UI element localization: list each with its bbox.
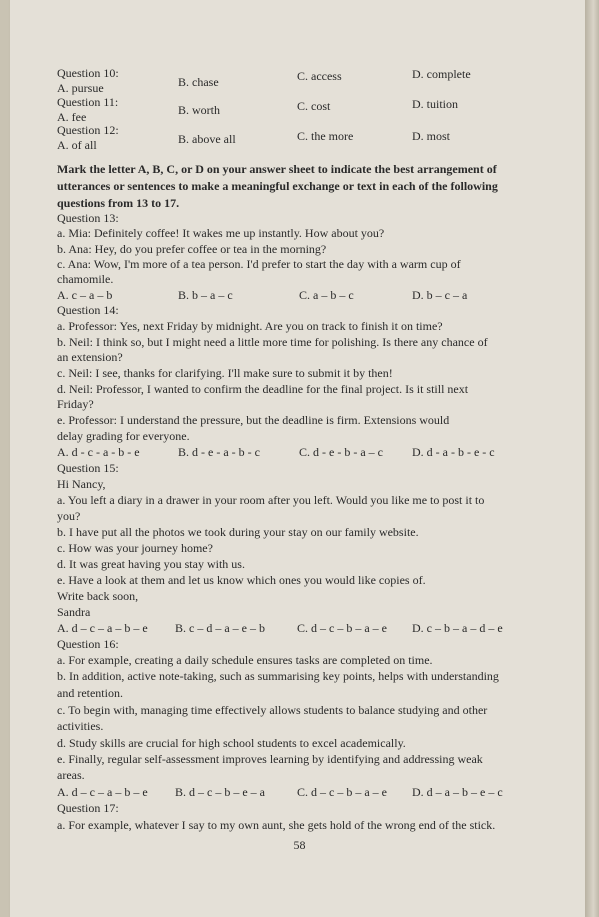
question-12-option-a: A. of all xyxy=(57,138,97,152)
question-10-label: Question 10: xyxy=(57,66,119,80)
question-15-option-d: D. c – b – a – d – e xyxy=(412,621,503,635)
question-16-line: a. For example, creating a daily schedule ensures tasks are completed on time. xyxy=(57,653,433,667)
question-10-option-a: A. pursue xyxy=(57,81,104,95)
question-15-line: Write back soon, xyxy=(57,589,139,603)
question-14-line: e. Professor: I understand the pressure, but the deadline is firm. Extensions would xyxy=(57,413,450,427)
question-14-option-d: D. d - a - b - e - c xyxy=(412,445,495,459)
question-17-line: a. For example, whatever I say to my own aunt, she gets hold of the wrong end of the stick. xyxy=(57,818,496,832)
instruction-line: utterances or sentences to make a meaningful exchange or text in each of the following xyxy=(57,179,498,193)
question-16-line: e. Finally, regular self-assessment improves learning by identifying and addressing weak xyxy=(57,752,483,766)
book-page-edge xyxy=(585,0,599,917)
question-15-option-a: A. d – c – a – b – e xyxy=(57,621,148,635)
instruction-line: questions from 13 to 17. xyxy=(57,196,180,210)
question-10-option-c: C. access xyxy=(297,69,342,83)
question-12-label: Question 12: xyxy=(57,123,119,137)
question-11-option-b: B. worth xyxy=(178,103,220,117)
question-11-option-d: D. tuition xyxy=(412,97,459,111)
question-15-label: Question 15: xyxy=(57,461,119,475)
question-16-line: areas. xyxy=(57,768,85,782)
question-13-line: b. Ana: Hey, do you prefer coffee or tea in the morning? xyxy=(57,242,327,256)
question-16-line: b. In addition, active note-taking, such as summarising key points, helps with understanding xyxy=(57,669,499,683)
question-15-line: you? xyxy=(57,509,81,523)
question-13-line: chamomile. xyxy=(57,272,114,286)
question-14-line: an extension? xyxy=(57,350,123,364)
question-15-line: b. I have put all the photos we took during your stay on our family website. xyxy=(57,525,419,539)
question-13-option-a: A. c – a – b xyxy=(57,288,113,302)
question-16-option-a: A. d – c – a – b – e xyxy=(57,785,148,799)
question-14-line: delay grading for everyone. xyxy=(57,429,190,443)
question-12-option-b: B. above all xyxy=(178,132,236,146)
question-14-option-b: B. d - e - a - b - c xyxy=(178,445,260,459)
question-10-option-b: B. chase xyxy=(178,75,219,89)
question-16-line: activities. xyxy=(57,719,104,733)
page-number: 58 xyxy=(293,838,306,852)
question-14-line: a. Professor: Yes, next Friday by midnight. Are you on track to finish it on time? xyxy=(57,319,443,333)
question-11-option-c: C. cost xyxy=(297,99,331,113)
question-13-label: Question 13: xyxy=(57,211,119,225)
question-16-line: d. Study skills are crucial for high school students to excel academically. xyxy=(57,736,406,750)
question-13-line: c. Ana: Wow, I'm more of a tea person. I'd prefer to start the day with a warm cup of xyxy=(57,257,461,271)
question-15-line: Hi Nancy, xyxy=(57,477,106,491)
question-16-label: Question 16: xyxy=(57,637,119,651)
question-15-line: a. You left a diary in a drawer in your room after you left. Would you like me to post it to xyxy=(57,493,485,507)
question-11-option-a: A. fee xyxy=(57,110,87,124)
question-13-option-b: B. b – a – c xyxy=(178,288,233,302)
question-10-option-d: D. complete xyxy=(412,67,471,81)
question-16-option-b: B. d – c – b – e – a xyxy=(175,785,265,799)
question-14-option-a: A. d - c - a - b - e xyxy=(57,445,140,459)
question-14-label: Question 14: xyxy=(57,303,119,317)
question-15-line: d. It was great having you stay with us. xyxy=(57,557,245,571)
question-15-line: Sandra xyxy=(57,605,91,619)
question-13-option-d: D. b – c – a xyxy=(412,288,468,302)
question-14-line: Friday? xyxy=(57,397,94,411)
instruction-line: Mark the letter A, B, C, or D on your answer sheet to indicate the best arrangement of xyxy=(57,162,497,176)
question-12-option-d: D. most xyxy=(412,129,451,143)
question-15-option-c: C. d – c – b – a – e xyxy=(297,621,387,635)
question-16-option-d: D. d – a – b – e – c xyxy=(412,785,503,799)
question-15-line: c. How was your journey home? xyxy=(57,541,213,555)
question-14-line: d. Neil: Professor, I wanted to confirm the deadline for the final project. Is it still next xyxy=(57,382,469,396)
question-13-option-c: C. a – b – c xyxy=(299,288,354,302)
question-15-option-b: B. c – d – a – e – b xyxy=(175,621,265,635)
question-13-line: a. Mia: Definitely coffee! It wakes me up instantly. How about you? xyxy=(57,226,385,240)
question-14-line: c. Neil: I see, thanks for clarifying. I'll make sure to submit it by then! xyxy=(57,366,393,380)
question-16-line: c. To begin with, managing time effectively allows students to balance studying and other xyxy=(57,703,488,717)
question-16-option-c: C. d – c – b – a – e xyxy=(297,785,387,799)
question-11-label: Question 11: xyxy=(57,95,119,109)
question-15-line: e. Have a look at them and let us know which ones you would like copies of. xyxy=(57,573,426,587)
question-12-option-c: C. the more xyxy=(297,129,354,143)
question-17-label: Question 17: xyxy=(57,801,119,815)
question-14-option-c: C. d - e - b - a – c xyxy=(299,445,383,459)
question-16-line: and retention. xyxy=(57,686,123,700)
question-14-line: b. Neil: I think so, but I might need a little more time for polishing. Is there any chance of xyxy=(57,335,488,349)
